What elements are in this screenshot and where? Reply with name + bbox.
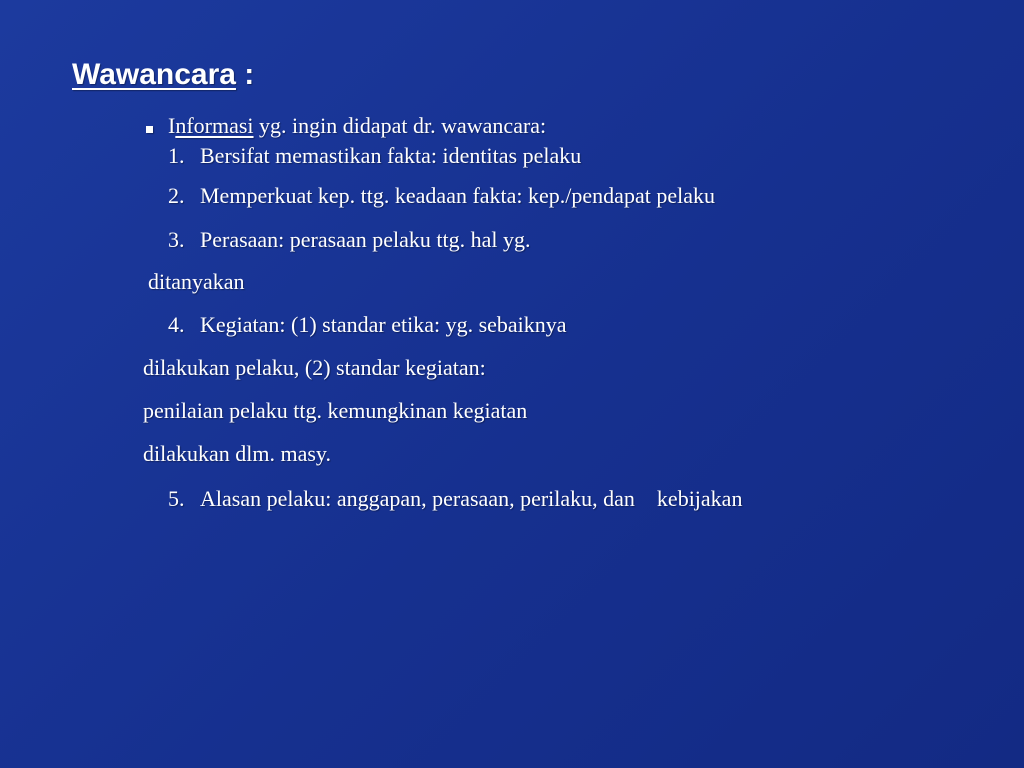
list-item-5 (168, 486, 742, 512)
item-number: 1. (168, 143, 185, 168)
list-item-4-continuation-1: dilakukan pelaku, (2) standar kegiatan: (143, 355, 486, 380)
list-item-3-continuation: ditanyakan (148, 269, 245, 294)
bullet-underlined-word: nformasi (175, 113, 254, 138)
item-number: 5. (168, 486, 185, 511)
item-text: Memperkuat kep. ttg. keadaan fakta: kep./pendapat pelaku (200, 183, 715, 208)
list-item-3 (168, 227, 530, 253)
bullet-square-icon (146, 126, 153, 133)
list-item-1 (168, 143, 581, 169)
item-text: Perasaan: perasaan pelaku ttg. hal yg. (200, 227, 531, 252)
title-suffix: : (235, 58, 255, 91)
title-word: Wawancara (72, 58, 236, 91)
item-text: Kegiatan: (1) standar etika: yg. sebaiknya (200, 312, 567, 337)
item-number: 2. (168, 183, 185, 208)
item-number: 3. (168, 227, 185, 252)
slide-title (72, 58, 254, 92)
list-item-2 (168, 183, 715, 209)
list-item-4-continuation-2: penilaian pelaku ttg. kemungkinan kegiatan (143, 398, 528, 423)
list-item-4 (168, 312, 567, 338)
bullet-prefix: I (168, 113, 176, 138)
item-text: Alasan pelaku: anggapan, perasaan, perilaku, dan kebijakan (200, 486, 743, 511)
item-number: 4. (168, 312, 185, 337)
bullet-rest: yg. ingin didapat dr. wawancara: (253, 113, 547, 138)
bullet-line (168, 113, 546, 139)
item-text: Bersifat memastikan fakta: identitas pelaku (200, 143, 582, 168)
list-item-4-continuation-3: dilakukan dlm. masy. (143, 441, 331, 466)
